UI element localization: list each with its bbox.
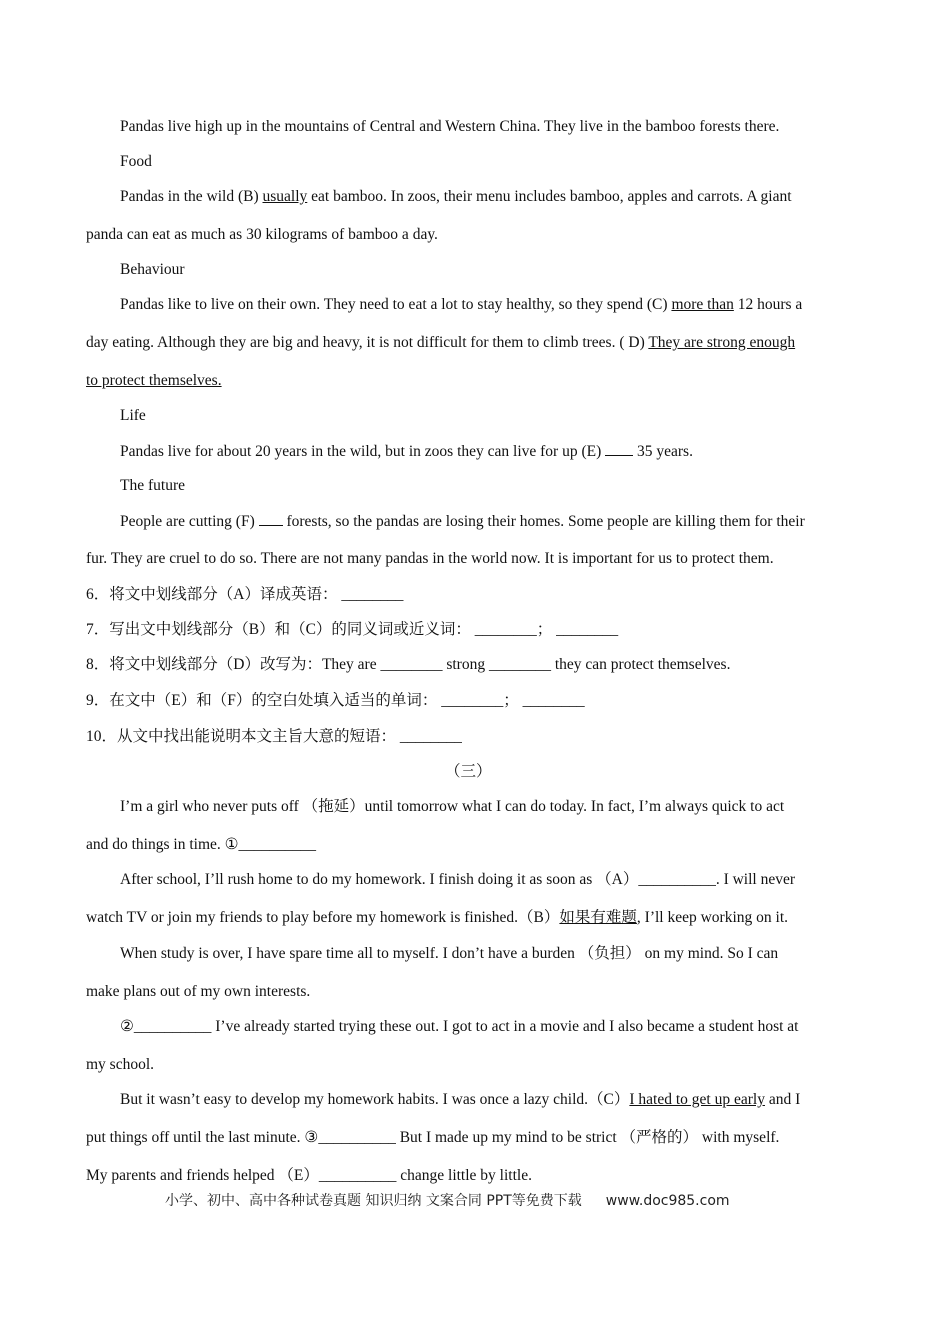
s3-paragraph1-line2: and do things in time. ①__________ [86,836,317,853]
footer-url[interactable]: www.doc985.com [605,1193,730,1209]
s3-paragraph4-line1: ②__________ I’ve already started trying these out. I got to act in a movie and I also became a student host at [120,1018,799,1035]
paragraph-future-line2: fur. They are cruel to do so. There are not many pandas in the world now. It is important for us to protect them. [86,550,774,567]
paragraph-food-line2: panda can eat as much as 30 kilograms of bamboo a day. [86,226,438,243]
s3-paragraph3-line2: make plans out of my own interests. [86,983,311,1000]
underlined-c: more than [671,296,734,313]
s3-paragraph2-line2: watch TV or join my friends to play before my homework is finished.（B）如果有难题, I’ll keep working on it. [86,909,789,926]
heading-behaviour: Behaviour [120,261,185,278]
page-footer [165,1190,730,1210]
question-7: 7．写出文中划线部分（B）和（C）的同义词或近义词： ________； ________ [86,621,619,638]
question-6: 6．将文中划线部分（A）译成英语： ________ [86,586,404,603]
paragraph-behaviour-line2: day eating. Although they are big and heavy, it is not difficult for them to climb trees. ( D) They are strong enough [86,334,796,351]
underlined-s3-c: I hated to get up early [629,1091,765,1108]
s3-paragraph5-line3: My parents and friends helped （E）__________ change little by little. [86,1167,532,1184]
paragraph-behaviour-line3 [86,371,222,391]
s3-paragraph3-line1: When study is over, I have spare time all to myself. I don’t have a burden （负担） on my mind. So I can [120,945,779,962]
question-10: 10．从文中找出能说明本文主旨大意的短语： ________ [86,728,462,745]
heading-life: Life [120,407,146,424]
heading-future: The future [120,477,185,494]
underlined-b: usually [262,188,308,205]
s3-paragraph4-line2: my school. [86,1056,155,1073]
underlined-s3-b: 如果有难题 [559,909,637,926]
underlined-d-cont: to protect themselves. [86,372,222,389]
s3-paragraph2-line1: After school, I’ll rush home to do my homework. I finish doing it as soon as （A）__________. I will never [120,871,796,888]
paragraph-food-line1: Pandas in the wild (B) usually eat bamboo. In zoos, their menu includes bamboo, apples and carrots. A giant [120,188,792,205]
underlined-d: They are strong enough [648,334,796,351]
section-three-title: （三） [445,763,492,780]
heading-food: Food [120,153,152,170]
blank-f [259,511,283,526]
paragraph-future-line1: People are cutting (F) forests, so the pandas are losing their homes. Some people are killing them for their [120,513,805,530]
paragraph-habitat: Pandas live high up in the mountains of Central and Western China. They live in the bamboo forests there. [120,118,780,135]
paragraph-behaviour-line1: Pandas like to live on their own. They need to eat a lot to stay healthy, so they spend (C) more than 12 hours a [120,296,803,313]
paragraph-life: Pandas live for about 20 years in the wild, but in zoos they can live for up (E) 35 years. [120,443,693,460]
question-8: 8．将文中划线部分（D）改写为：They are ________ strong ________ they can protect themselves. [86,656,731,673]
footer-text: 小学、初中、高中各种试卷真题 知识归纳 文案合同 PPT等免费下载 [165,1193,582,1209]
s3-paragraph1-line1: I’m a girl who never puts off （拖延）until tomorrow what I can do today. In fact, I’m always quick to act [120,798,785,815]
s3-paragraph5-line2: put things off until the last minute. ③__________ But I made up my mind to be strict （严格的） with myself. [86,1129,780,1146]
question-9: 9．在文中（E）和（F）的空白处填入适当的单词： ________； ________ [86,692,585,709]
s3-paragraph5-line1: But it wasn’t easy to develop my homework habits. I was once a lazy child.（C）I hated to get up early and I [120,1091,801,1108]
blank-e [605,441,633,456]
